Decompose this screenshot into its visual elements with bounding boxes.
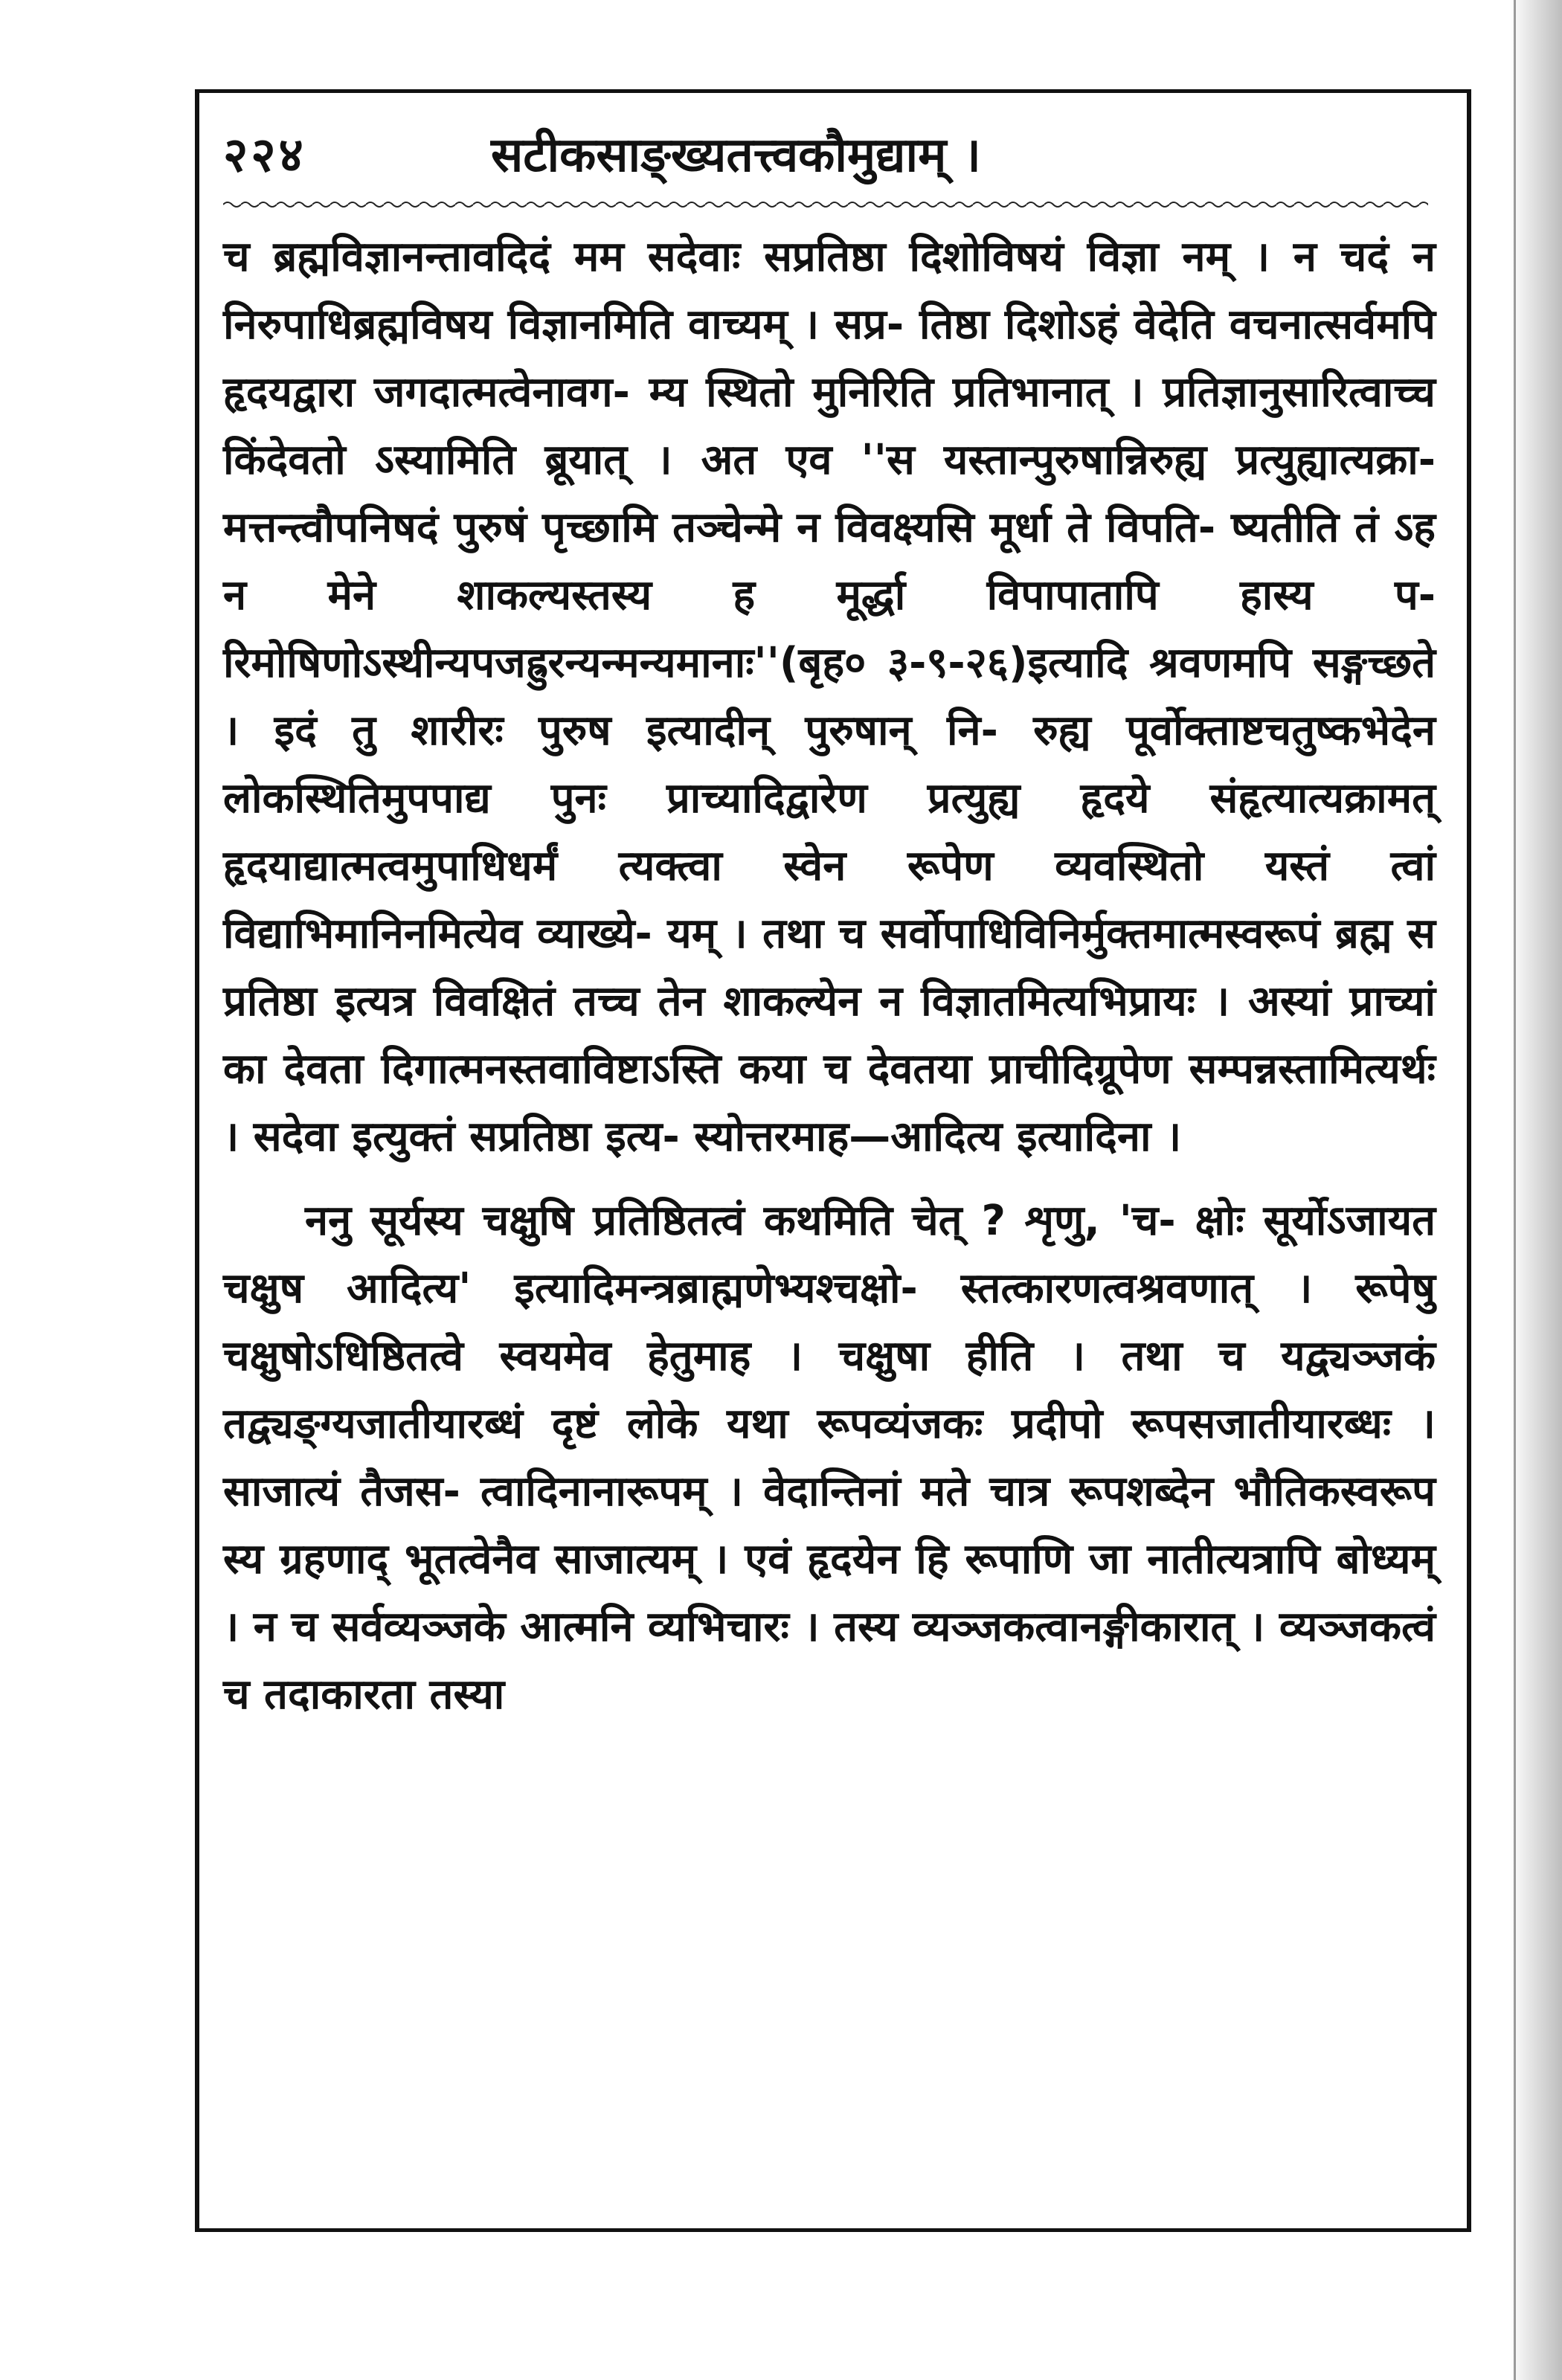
frame-left-border [195, 89, 199, 2231]
frame-right-border [1467, 89, 1471, 2231]
paragraph-2: ननु सूर्यस्य चक्षुषि प्रतिष्ठितत्वं कथमिति चेत् ? शृणु, 'च- क्षोः सूर्योऽजायत चक्षुष आदित्य' इत्यादिमन्त्रब्राह्मणेभ्यश्चक्षो- स्तत्कारणत्वश्रवणात् । रूपेषु चक्षुषोऽधिष्ठितत्वे स्वयमेव हेतुमाह । चक्षुषा हीति । तथा च यद्व्यञ्जकं तद्व्यङ्ग्यजातीयारब्धं दृष्टं लोके यथा रूपव्यंजकः प्रदीपो रूपसजातीयारब्धः । साजात्यं तैजस- त्वादिनानारूपम् । वेदान्तिनां मते चात्र रूपशब्देन भौतिकस्वरूप स्य ग्रहणाद् भूतत्वेनैव साजात्यम् । एवं हृदयेन हि रूपाणि जा नातीत्यत्रापि बोध्यम् । न च सर्वव्यञ्जके आत्मनि व्यभिचारः । तस्य व्यञ्जकत्वानङ्गीकारात् । व्यञ्जकत्वं च तदाकारता तस्या [223, 1197, 1436, 1719]
scan-binding-shadow [1510, 0, 1562, 2380]
frame-top-border [195, 89, 1471, 93]
running-head [223, 112, 1443, 193]
body-text [223, 223, 1436, 1728]
scan-page-edge [1514, 0, 1516, 2380]
header-wavy-rule [223, 199, 1428, 210]
paragraph-1: च ब्रह्मविज्ञानन्तावदिदं मम सदेवाः सप्रतिष्ठा दिशोविषयं विज्ञा नम् । न चदं न निरुपाधिब्रह्मविषय विज्ञानमिति वाच्यम् । सप्र- तिष्ठा दिशोऽहं वेदेति वचनात्सर्वमपि हृदयद्वारा जगदात्मत्वेनावग- म्य स्थितो मुनिरिति प्रतिभानात् । प्रतिज्ञानुसारित्वाच्च किंदेवतो ऽस्यामिति ब्रूयात् । अत एव ''स यस्तान्पुरुषान्निरुह्य प्रत्युह्यात्यक्रा- मत्तन्त्वौपनिषदं पुरुषं पृच्छामि तञ्चेन्मे न विवक्ष्यसि मूर्धा ते विपति- ष्यतीति तं ऽह न मेने शाकल्यस्तस्य ह मूर्द्धा विपापातापि हास्य प- रिमोषिणोऽस्थीन्यपजह्रुरन्यन्मन्यमानाः''(बृह० ३-९-२६)इत्यादि श्रवणमपि सङ्गच्छते । इदं तु शारीरः पुरुष इत्यादीन् पुरुषान् नि- रुह्य पूर्वोक्ताष्टचतुष्कभेदेन लोकस्थितिमुपपाद्य पुनः प्राच्यादिद्वारेण प्रत्युह्य हृदये संहृत्यात्यक्रामत् हृदयाद्यात्मत्वमुपाधिधर्मं त्यक्त्वा स्वेन रूपेण व्यवस्थितो यस्तं त्वां विद्याभिमानिनमित्येव व्याख्ये- यम् । तथा च सर्वोपाधिविनिर्मुक्तमात्मस्वरूपं ब्रह्म स प्रतिष्ठा इत्यत्र विवक्षितं तच्च तेन शाकल्येन न विज्ञातमित्यभिप्रायः । अस्यां प्राच्यां का देवता दिगात्मनस्तवाविष्टाऽस्ति कया च देवतया प्राचीदिग्रूपेण सम्पन्नस्तामित्यर्थः । सदेवा इत्युक्तं सप्रतिष्ठा इत्य- स्योत्तरमाह—आदित्य इत्यादिना । [223, 233, 1436, 1161]
page-number: २२४ [223, 128, 306, 183]
frame-bottom-border [195, 2228, 1471, 2232]
running-title: सटीकसाङ्ख्यतत्त्वकौमुद्याम् । [491, 128, 981, 183]
